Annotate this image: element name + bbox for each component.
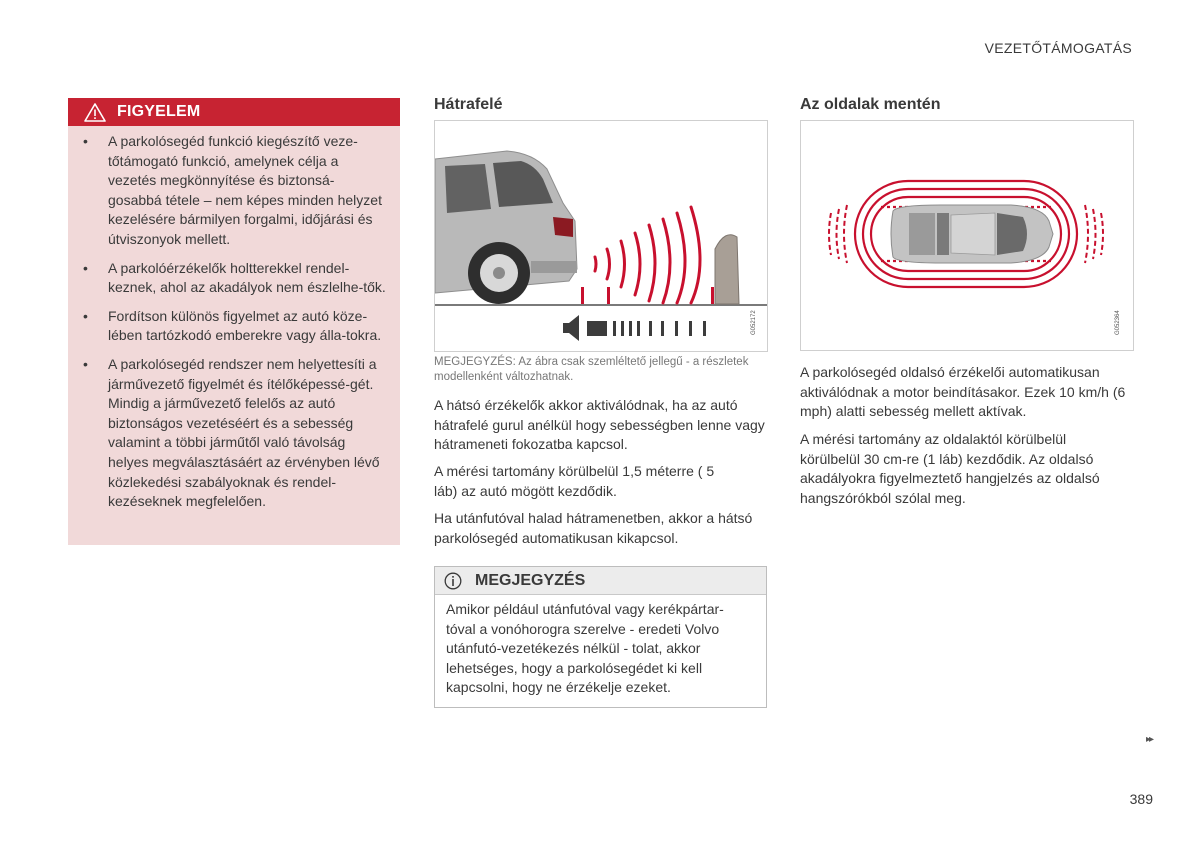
rear-paragraph: Ha utánfutóval halad hátramenetben, akkor a hátsó parkolósegéd automatikusan kikapcsol. — [434, 510, 753, 546]
warning-header — [68, 98, 400, 126]
rear-section-title: Hátrafelé — [434, 96, 503, 113]
note-header — [435, 567, 766, 595]
rear-sensor-illustration — [434, 120, 768, 352]
note-box — [434, 566, 767, 708]
warning-item: • Fordítson különös figyelmet az autó köze-lében tartózkodó emberekre vagy álla-tokra. — [88, 307, 386, 346]
side-sensor-drawing — [801, 121, 1133, 350]
warning-title: FIGYELEM — [117, 103, 201, 120]
sides-paragraph: A parkolósegéd oldalsó érzékelői automatikusan aktiválódnak a motor beindításakor. Ezek 10 km/h (6 mph) alatti sebesség mellett aktívak. — [800, 364, 1126, 420]
figure-code: G052364 — [1115, 310, 1121, 335]
next-page-arrow-icon: ▸▸ — [1145, 734, 1152, 745]
figure-code: G052172 — [751, 310, 757, 335]
warning-triangle-icon — [84, 103, 106, 122]
figure-caption: MEGJEGYZÉS: Az ábra csak szemléltető jellegű - a részletek modellenként változhatnak. — [434, 356, 749, 383]
note-title: MEGJEGYZÉS — [475, 571, 586, 589]
page-number: 389 — [1129, 791, 1153, 807]
warning-list — [68, 126, 400, 512]
sides-section-title: Az oldalak mentén — [800, 96, 941, 113]
rear-sensor-drawing — [435, 121, 767, 351]
warning-item: • A parkolóérzékelők holtterekkel rendel-keznek, ahol az akadályok nem észlelhe-tők. — [88, 259, 386, 298]
warning-item: • A parkolósegéd rendszer nem helyettesíti a járművezető figyelmét és ítélőképessé-gét. Mindig a járművezető felelős az autó biztonságos vezetéséért és a sebesség valamint a többi járműtől való távolság helyes megválasztásáért az érvényben lévő közlekedési szabályoknak és rendel-kezéseknek megfelelően. — [88, 355, 386, 512]
warning-item: • A parkolósegéd funkció kiegészítő veze-tőtámogató funkció, amelynek célja a vezetés megkönnyítése és biztonsá-gosabbá tétele – nem képes minden helyzet kezelésére bármilyen forgalmi, időjárási és útviszonyok mellett. — [88, 132, 386, 250]
rear-paragraph: A hátsó érzékelők akkor aktiválódnak, ha az autó hátrafelé gurul anélkül hogy sebességben lenne vagy hátrameneti fokozatba kapcsol. — [434, 397, 765, 453]
info-circle-icon — [444, 572, 462, 590]
side-sensor-illustration — [800, 120, 1134, 351]
warning-box — [68, 98, 400, 545]
section-header: VEZETŐTÁMOGATÁS — [984, 40, 1132, 56]
sides-paragraph: A mérési tartomány az oldalaktól körülbelül körülbelül 30 cm-re (1 láb) kezdődik. Az oldalsó akadályokra figyelmeztető hangjelzés az oldalsó hangszórókból szólal meg. — [800, 431, 1100, 506]
note-text: Amikor például utánfutóval vagy kerékpártar-tóval a vonóhorogra szerelve - eredeti Volvo utánfutó-vezetékezés nélkül - tolat, akkor lehetséges, hogy a parkolósegédet ki kell kapcsolni, hogy ne érzékelje ezeket. — [446, 601, 724, 696]
rear-paragraph: A mérési tartomány körülbelül 1,5 méterre ( 5 láb) az autó mögött kezdődik. — [434, 463, 715, 499]
